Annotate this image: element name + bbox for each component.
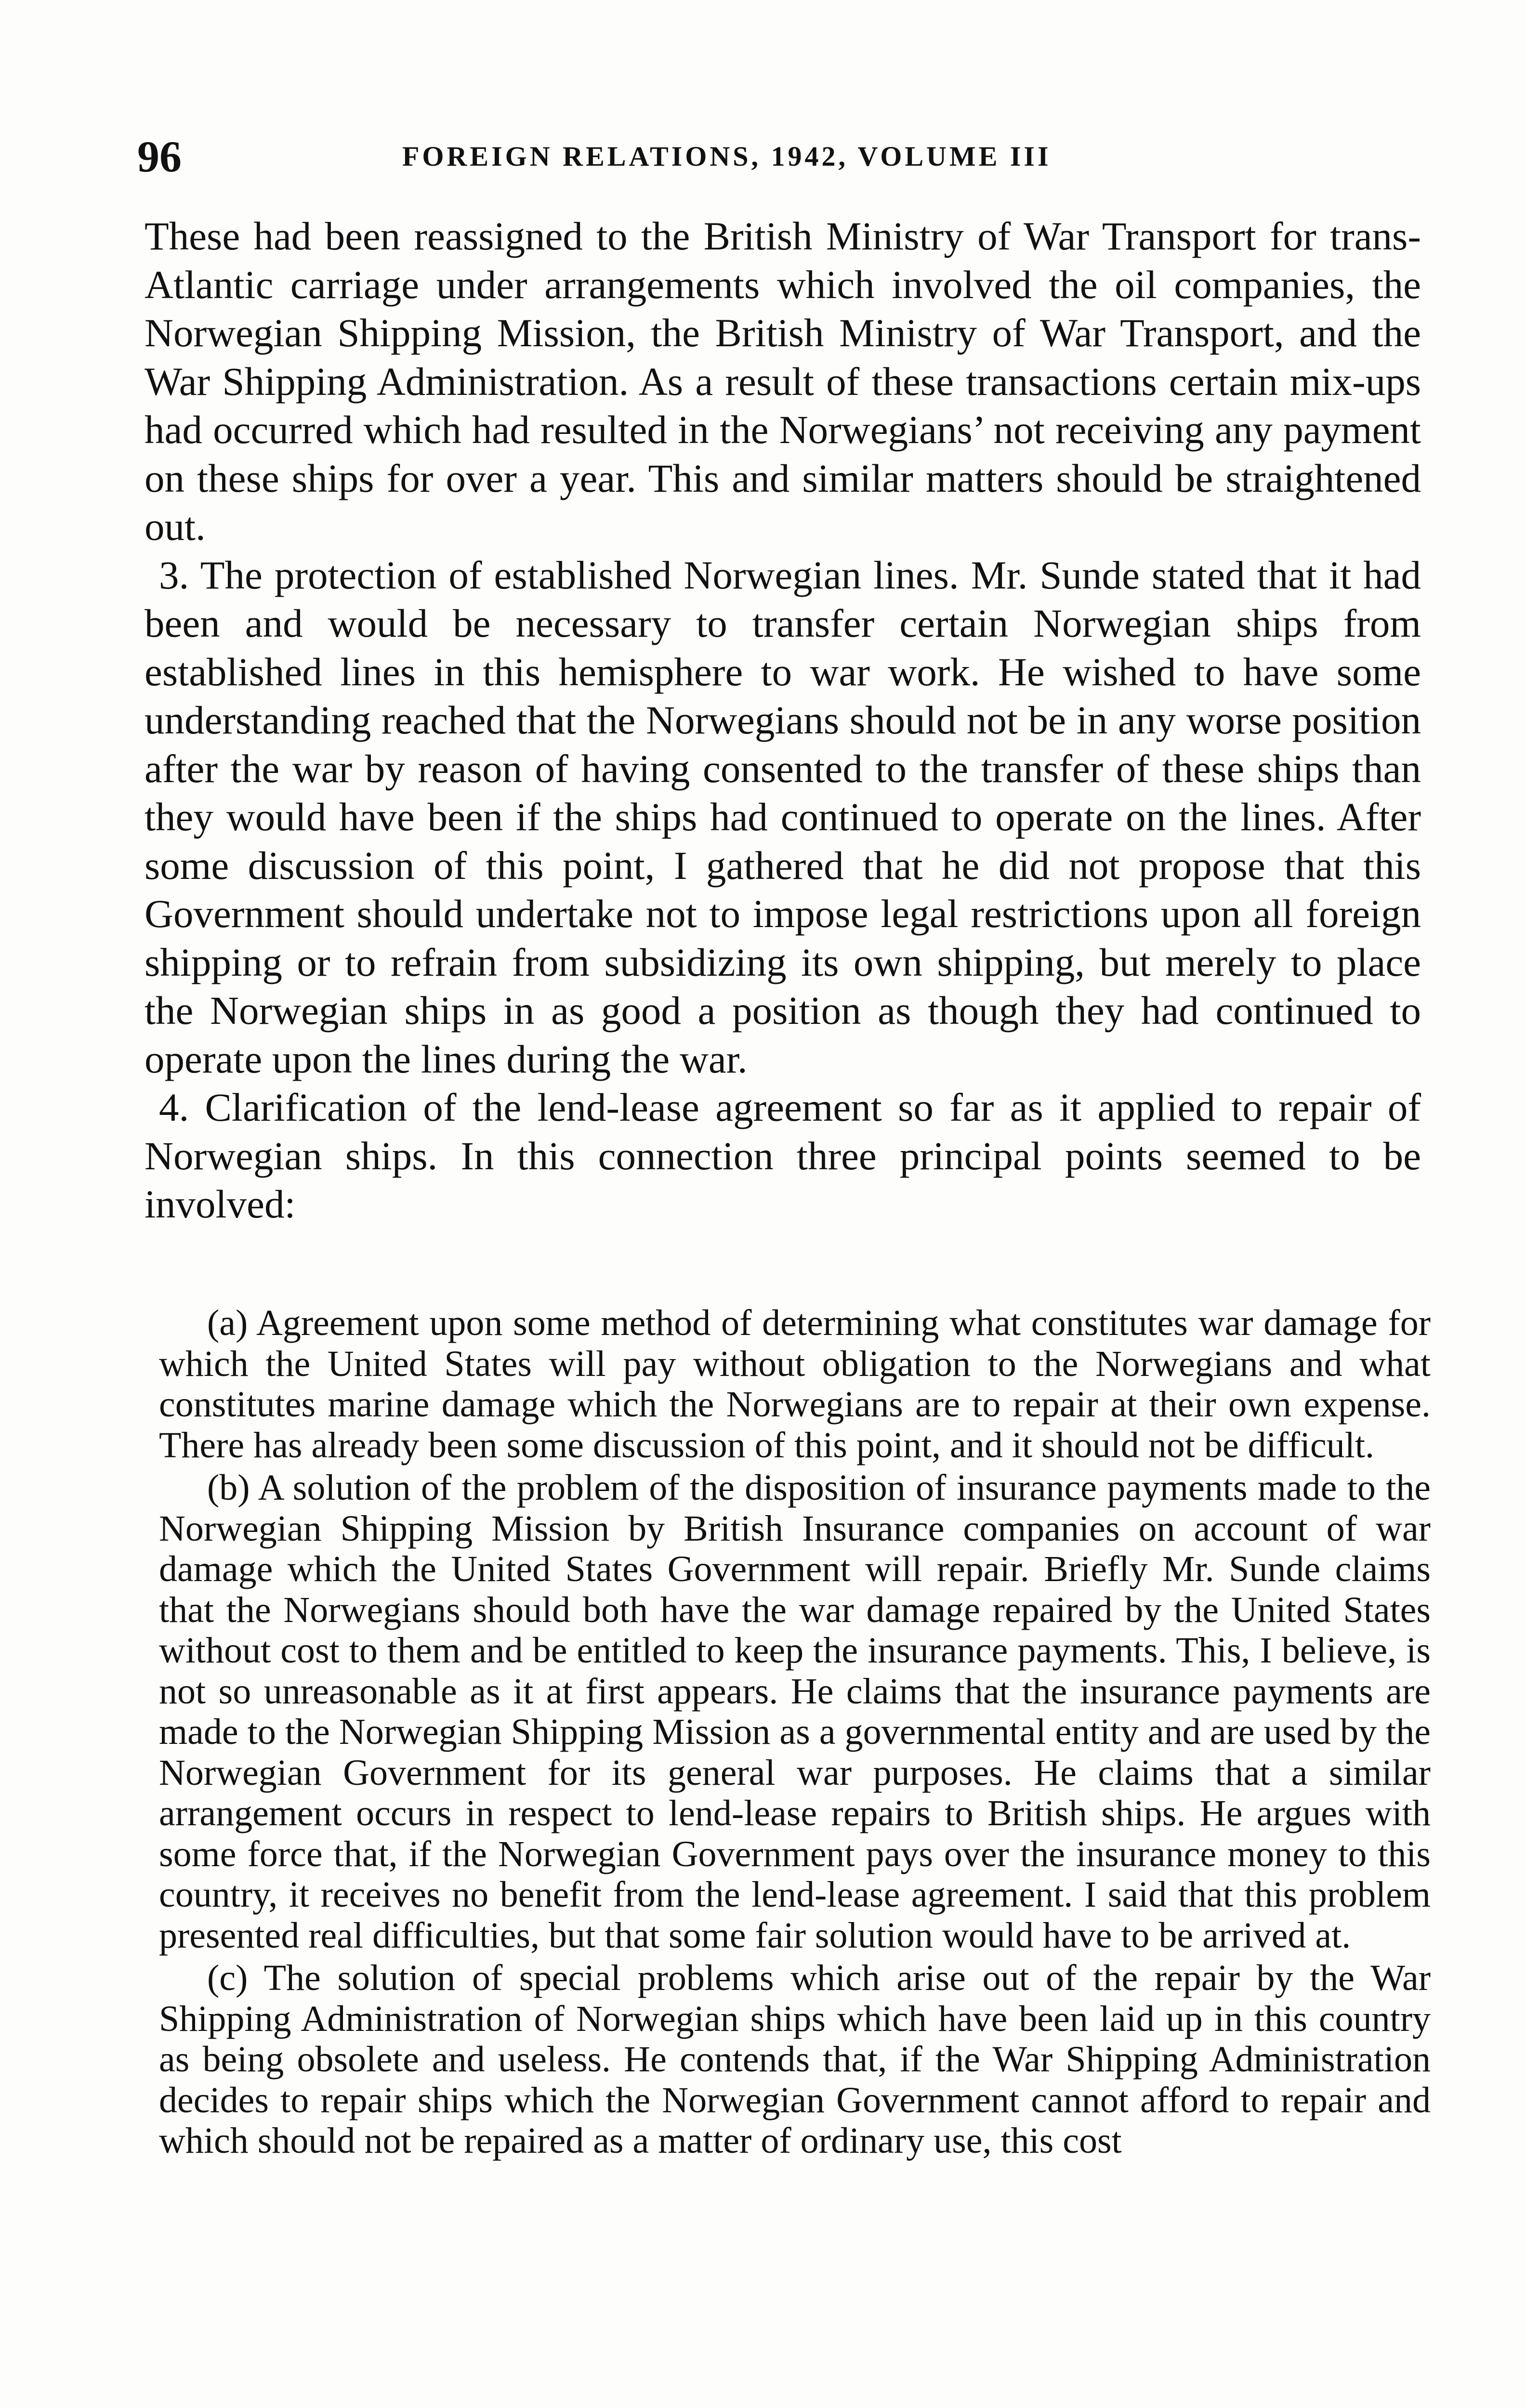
sub-point-a: (a) Agreement upon some method of determining what constitutes war damage for which the United States will pay without obligation to the Norwegians and what constitutes marine damage which the Norwegians are to repair at their own expense. There has already been some discussion of this point, and it should not be difficult. (159, 1303, 1431, 1466)
sub-points (159, 1303, 1431, 2161)
paragraph-point-3: 3. The protection of established Norwegian lines. Mr. Sunde stated that it had been and would be necessary to transfer certain Norwegian ships from established lines in this hemisphere to war work. He wished to have some understanding reached that the Norwegians should not be in any worse position after the war by reason of having consented to the transfer of these ships than they would have been if the ships had continued to operate on the lines. After some discussion of this point, I gathered that he did not propose that this Government should undertake not to impose legal restrictions upon all foreign shipping or to refrain from subsidizing its own shipping, but merely to place the Norwegian ships in as good a position as though they had continued to operate upon the lines during the war. (145, 552, 1421, 1081)
main-text (145, 212, 1421, 1229)
page-header (137, 130, 1438, 183)
sub-point-b: (b) A solution of the problem of the disposition of insurance payments made to the Norwegian Shipping Mission by British Insurance companies on account of war damage which the United States Government will repair. Briefly Mr. Sunde claims that the Norwegians should both have the war damage repaired by the United States without cost to them and be entitled to keep the insurance payments. This, I believe, is not so unreasonable as it at first appears. He claims that the insurance payments are made to the Norwegian Shipping Mission as a governmental entity and are used by the Norwegian Government for its general war purposes. He claims that a similar arrangement occurs in respect to lend-lease repairs to British ships. He argues with some force that, if the Norwegian Government pays over the insurance money to this country, it receives no benefit from the lend-lease agreement. I said that this problem presented real difficulties, but that some fair solution would have to be arrived at. (159, 1467, 1431, 1956)
running-head: FOREIGN RELATIONS, 1942, VOLUME III (402, 141, 1052, 172)
sub-point-c: (c) The solution of special problems which arise out of the repair by the War Shipping Administration of Norwegian ships which have been laid up in this country as being obsolete and useless. He contends that, if the War Shipping Administration decides to repair ships which the Norwegian Government cannot afford to repair and which should not be repaired as a matter of ordinary use, this cost (159, 1958, 1431, 2161)
paragraph-point-4: 4. Clarification of the lend-lease agreement so far as it applied to repair of Norwegian ships. In this connection three principal points seemed to be involved: (145, 1085, 1421, 1226)
paragraph-continuation: These had been reassigned to the British Ministry of War Transport for trans-Atlantic carriage under arrangements which involved the oil companies, the Norwegian Shipping Mission, the British Ministry of War Transport, and the War Shipping Administration. As a result of these transactions certain mix-ups had occurred which had resulted in the Norwegians’ not receiving any payment on these ships for over a year. This and similar matters should be straightened out. (145, 214, 1421, 549)
page-number: 96 (137, 132, 182, 181)
